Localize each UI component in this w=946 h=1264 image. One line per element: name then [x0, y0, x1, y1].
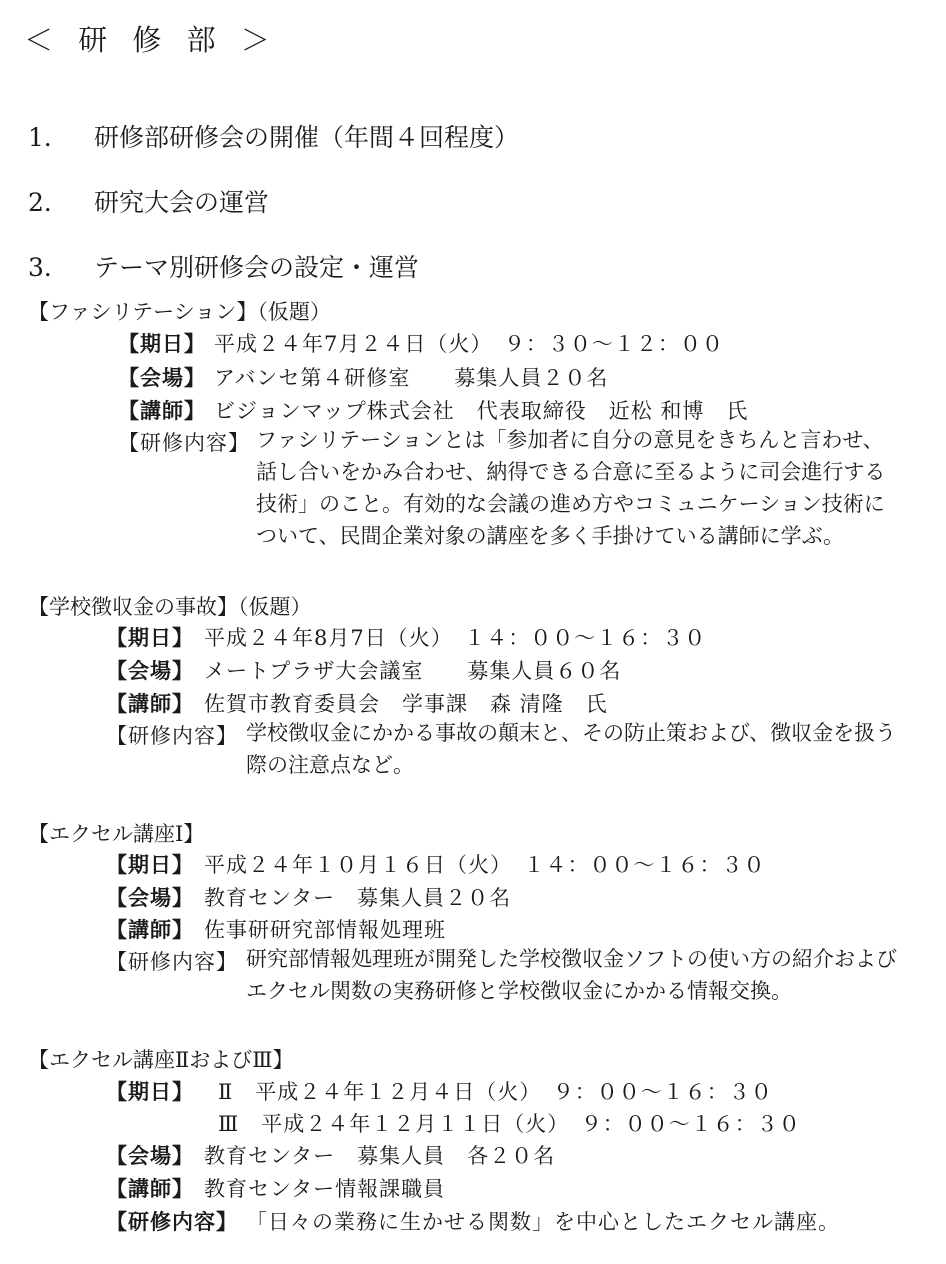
content-label: 【研修内容】 [106, 724, 238, 748]
item-text: 研修部研修会の開催（年間４回程度） [94, 123, 520, 152]
venue-value: メートプラザ大会議室 募集人員６０名 [204, 659, 622, 683]
lecturer-row [106, 914, 886, 944]
venue-value: アバンセ第４研修室 募集人員２０名 [214, 366, 609, 390]
content-label: 【研修内容】 [106, 1209, 238, 1234]
venue-label: 【会場】 [106, 885, 194, 910]
lecturer-label: 【講師】 [106, 1176, 194, 1201]
date-value: 平成２４年１０月１６日（火） １４：００～１６：３０ [204, 853, 766, 877]
lecturer-value: 佐事研研究部情報処理班 [204, 918, 446, 942]
date-row [106, 1076, 886, 1106]
item-number: 1． [28, 123, 69, 152]
content-text: 「日々の業務に生かせる関数」を中心としたエクセル講座。 [246, 1210, 840, 1234]
date-label: 【期日】 [118, 331, 206, 356]
section-title: 【ファシリテーション】（仮題） [28, 300, 331, 324]
content-text: 学校徴収金にかかる事故の顛末と、その防止策および、徴収金を扱う際の注意点など。 [246, 721, 897, 777]
date-row [106, 849, 886, 879]
venue-label: 【会場】 [106, 1143, 194, 1168]
content-text: 研究部情報処理班が開発した学校徴収金ソフトの使い方の紹介およびエクセル関数の実務研修と学校徴収金にかかる情報交換。 [246, 947, 897, 1003]
list-item-1 [28, 118, 628, 150]
lecturer-label: 【講師】 [106, 917, 194, 942]
lecturer-row [106, 688, 886, 718]
date-label: 【期日】 [106, 852, 194, 877]
page-title: ＜ 研 修 部 ＞ [24, 23, 278, 57]
section-title: 【学校徴収金の事故】（仮題） [28, 595, 312, 619]
item-number: 3． [28, 253, 69, 282]
lecturer-row [106, 1173, 886, 1203]
venue-row [106, 655, 886, 685]
date-label: 【期日】 [106, 625, 194, 650]
lecturer-value: 教育センター情報課職員 [204, 1177, 446, 1201]
venue-label: 【会場】 [118, 365, 206, 390]
section-title: 【エクセル講座Ⅰ】 [28, 822, 205, 846]
lecturer-row [118, 395, 878, 425]
venue-row [106, 1140, 886, 1170]
lecturer-value: ビジョンマップ株式会社 代表取締役 近松 和博 氏 [214, 399, 749, 423]
content-label: 【研修内容】 [118, 431, 250, 455]
list-item-3 [28, 248, 628, 280]
content-row [106, 1206, 886, 1236]
venue-value: 教育センター 募集人員２０名 [204, 886, 512, 910]
date-row-2 [106, 1108, 886, 1138]
lecturer-value: 佐賀市教育委員会 学事課 森 清隆 氏 [204, 692, 608, 716]
list-item-2 [28, 183, 628, 215]
item-number: 2． [28, 188, 69, 217]
venue-row [118, 362, 878, 392]
venue-label: 【会場】 [106, 658, 194, 683]
venue-value: 教育センター 募集人員 各２０名 [204, 1144, 556, 1168]
date-value: Ⅱ 平成２４年１２月４日（火） ９：００～１６：３０ [218, 1080, 773, 1104]
content-label: 【研修内容】 [106, 950, 238, 974]
date-row [106, 622, 886, 652]
section-title: 【エクセル講座ⅡおよびⅢ】 [28, 1048, 294, 1072]
date-row [118, 328, 878, 358]
date-value: 平成２４年8月7日（火） １４：００～１６：３０ [204, 626, 707, 650]
venue-row [106, 882, 886, 912]
content-text: ファシリテーションとは「参加者に自分の意見をきちんと言わせ、話し合いをかみ合わせ、納得できる合意に至るように司会進行する技術」のこと。有効的な会議の進め方やコミュニケーション技術について、民間企業対象の講座を多く手掛けている講師に学ぶ。 [256, 428, 886, 548]
date-value-2: Ⅲ 平成２４年１２月１１日（火） ９：００～１６：３０ [218, 1112, 801, 1136]
lecturer-label: 【講師】 [106, 691, 194, 716]
lecturer-label: 【講師】 [118, 398, 206, 423]
item-text: テーマ別研修会の設定・運営 [94, 253, 420, 282]
item-text: 研究大会の運営 [94, 188, 270, 217]
date-value: 平成２４年7月２４日（火） ９：３０～１２：００ [214, 332, 724, 356]
date-label: 【期日】 [106, 1079, 194, 1104]
